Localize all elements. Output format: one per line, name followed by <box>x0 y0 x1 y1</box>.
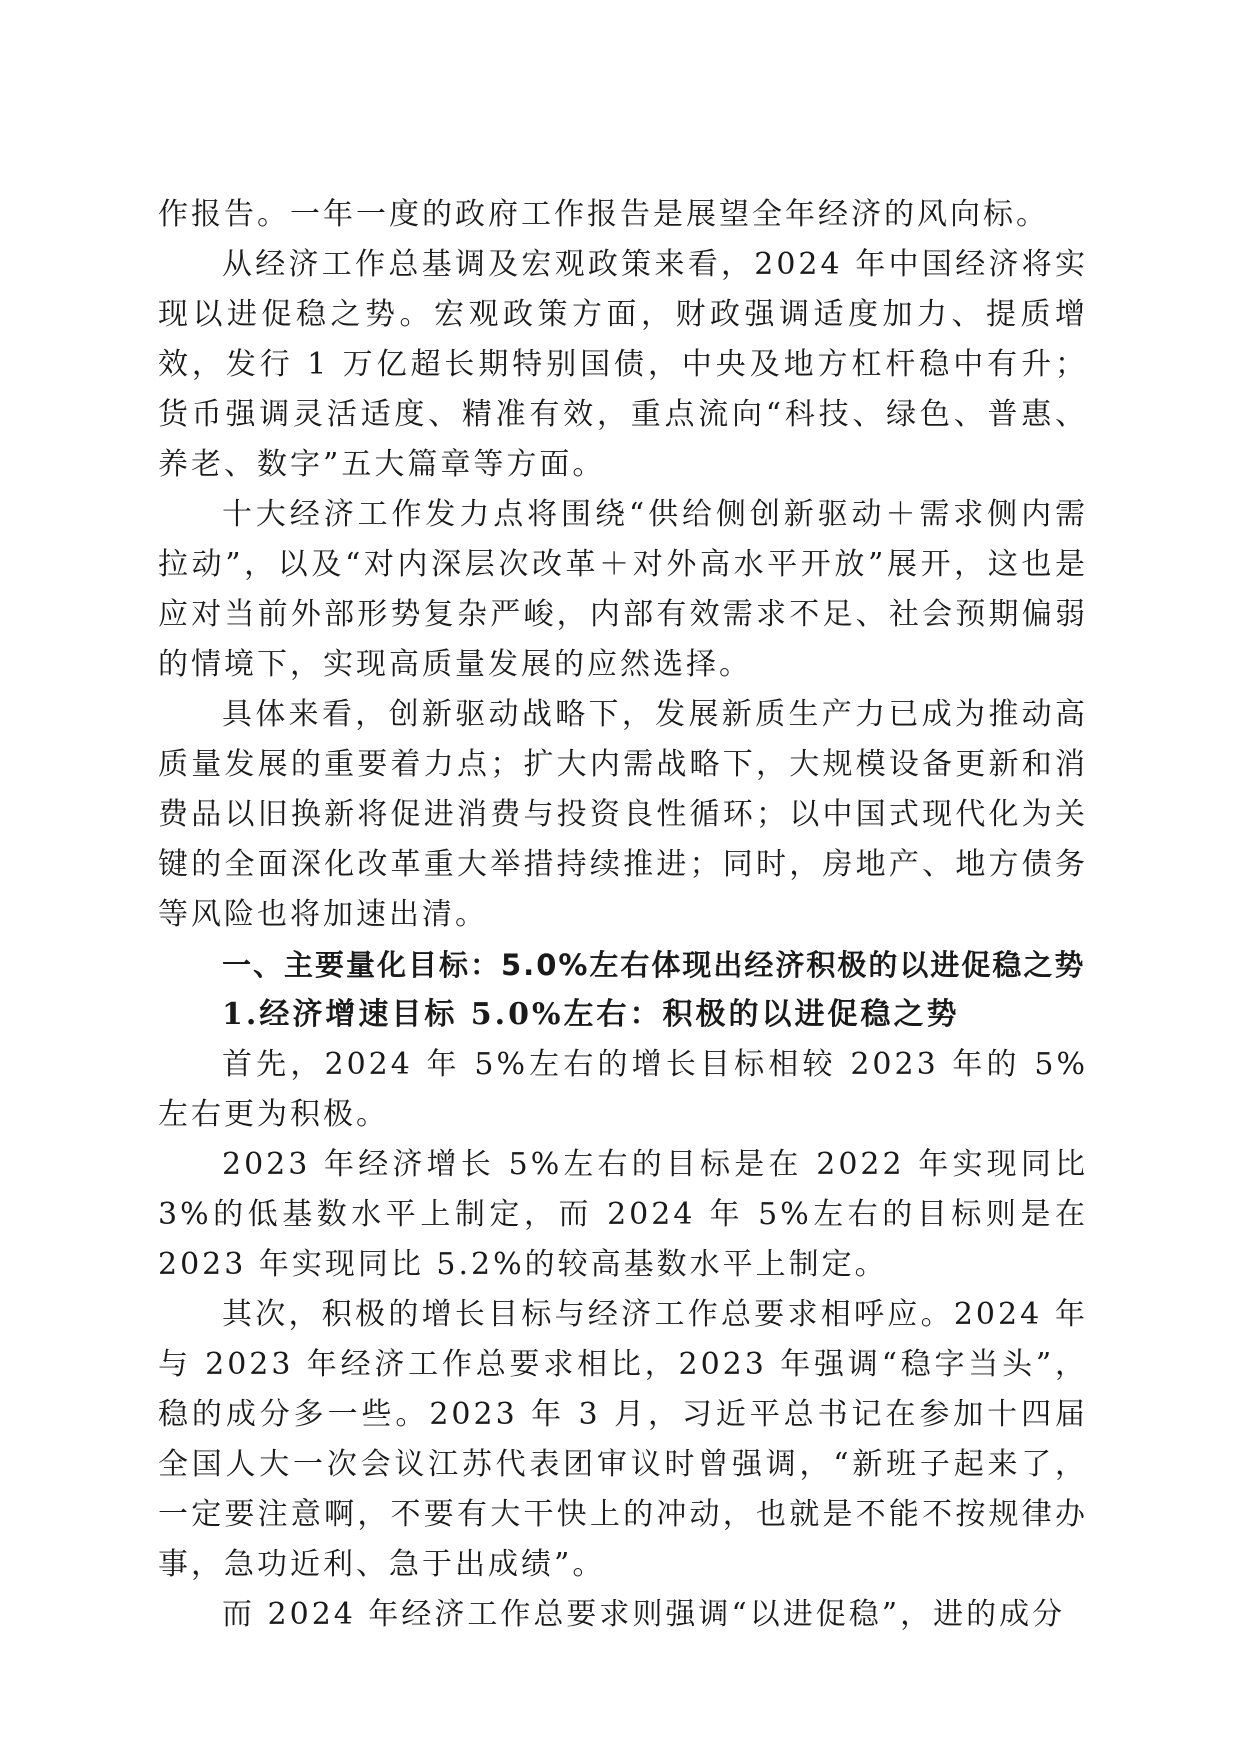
paragraph-specific-view: 具体来看，创新驱动战略下，发展新质生产力已成为推动高质量发展的重要着力点；扩大内需战略下，大规模设备更新和消费品以旧换新将促进消费与投资良性循环；以中国式现代化为关键的全面深化改革重大举措持续推进；同时，房地产、地方债务等风险也将加速出清。 <box>158 697 1088 932</box>
section-heading-quantitative-targets: 一、主要量化目标：5.0%左右体现出经济积极的以进促稳之势 <box>222 948 1086 982</box>
paragraph-first: 首先，2024 年 5%左右的增长目标相较 2023 年的 5%左右更为积极。 <box>158 1047 1088 1132</box>
document-body <box>158 190 1088 1640</box>
paragraph-continuation: 作报告。一年一度的政府工作报告是展望全年经济的风向标。 <box>158 197 1049 232</box>
paragraph-base-comparison: 2023 年经济增长 5%左右的目标是在 2022 年实现同比 3%的低基数水平上制定，而 2024 年 5%左右的目标则是在 2023 年实现同比 5.2%的较高基数水平上制定。 <box>158 1147 1088 1282</box>
paragraph-ten-focus-points: 十大经济工作发力点将围绕“供给侧创新驱动＋需求侧内需拉动”，以及“对内深层次改革＋对外高水平开放”展开，这也是应对当前外部形势复杂严峻，内部有效需求不足、社会预期偏弱的情境下，实现高质量发展的应然选择。 <box>158 497 1088 682</box>
paragraph-macro-policy: 从经济工作总基调及宏观政策来看，2024 年中国经济将实现以进促稳之势。宏观政策方面，财政强调适度加力、提质增效，发行 1 万亿超长期特别国债，中央及地方杠杆稳中有升；货币强调灵活适度、精准有效，重点流向“科技、绿色、普惠、养老、数字”五大篇章等方面。 <box>158 247 1088 482</box>
paragraph-second: 其次，积极的增长目标与经济工作总要求相呼应。2024 年与 2023 年经济工作总要求相比，2023 年强调“稳字当头”，稳的成分多一些。2023 年 3 月，习近平总书记在参加十四届全国人大一次会议江苏代表团审议时曾强调，“新班子起来了，一定要注意啊，不要有大干快上的冲动，也就是不能不按规律办事，急功近利、急于出成绩”。 <box>158 1297 1088 1582</box>
subsection-heading-growth-target: 1.经济增速目标 5.0%左右：积极的以进促稳之势 <box>222 997 960 1032</box>
paragraph-2024-requirement: 而 2024 年经济工作总要求则强调“以进促稳”，进的成分 <box>222 1597 1066 1632</box>
